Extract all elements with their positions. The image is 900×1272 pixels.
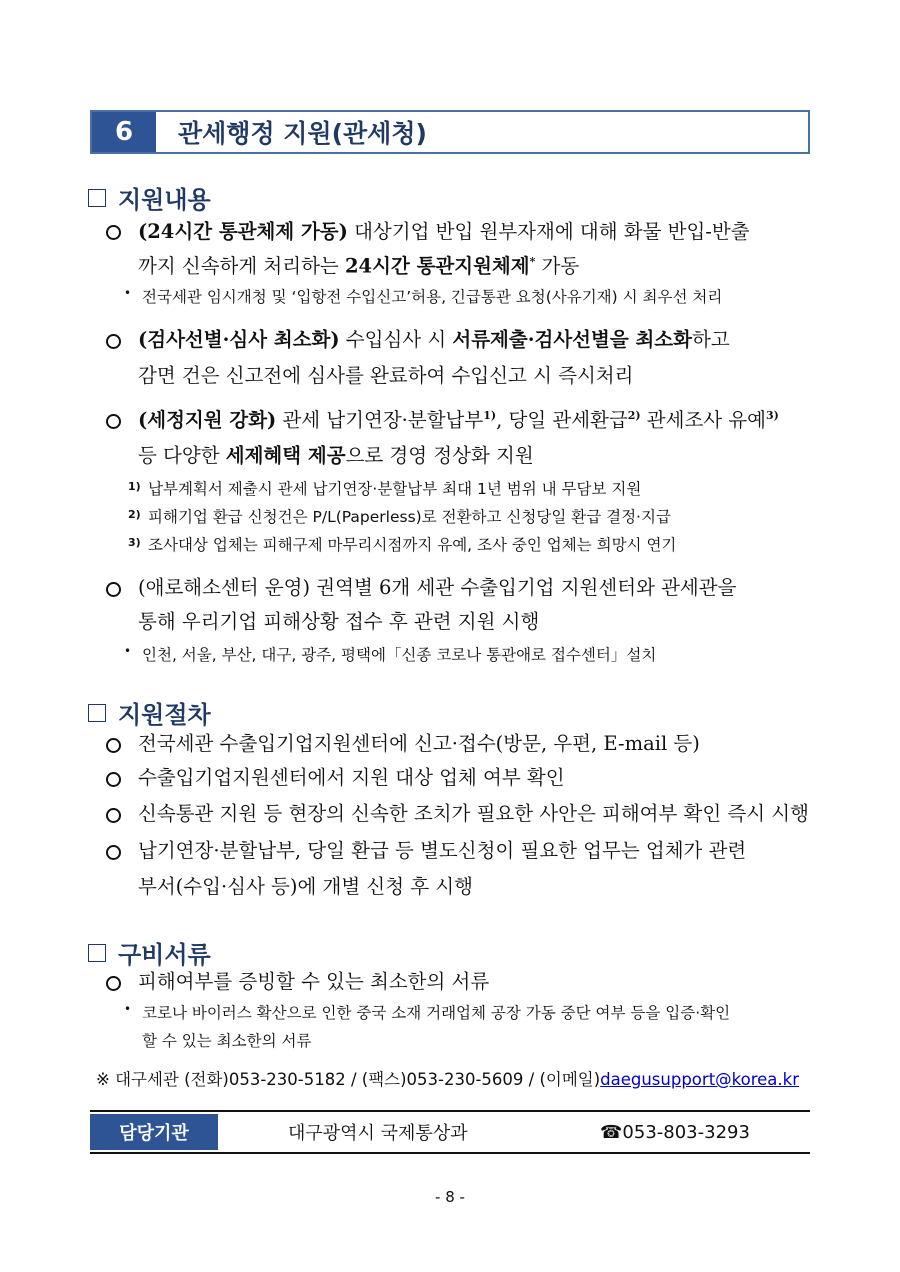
- content-item-2-line1: (검사선별·심사 최소화) 수입심사 시 서류제출·검사선별을 최소화하고: [138, 328, 730, 351]
- heading-required-documents: 구비서류: [88, 935, 211, 970]
- content-item-4-note: 인천, 서울, 부산, 대구, 광주, 평택에「신종 코로나 통관애로 접수센터」설치: [142, 646, 657, 664]
- content-item-1-line2: 까지 신속하게 처리하는 24시간 통관지원체제* 가동: [138, 254, 580, 278]
- contact-phone: ☎053-803-3293: [600, 1121, 750, 1143]
- note-bullet-icon: •: [124, 644, 132, 658]
- content-item-3-line1: (세정지원 강화) 관세 납기연장·분할납부$^{1)}$, 당일 관세환급$^{2)}$ 관세조사 유예$^{3)}$: [138, 408, 779, 432]
- footnote-mark: 3): [128, 536, 141, 549]
- footnote-text: 납부계획서 제출시 관세 납기연장·분할납부 최대 1년 범위 내 무담보 지원: [148, 480, 642, 498]
- content-item-3-line2: 등 다양한 세제혜택 제공으로 경영 정상화 지원: [138, 444, 534, 467]
- contact-organization: 대구광역시 국제통상과: [288, 1123, 468, 1144]
- email-link[interactable]: daegusupport@korea.kr: [600, 1070, 799, 1089]
- content-item-1-line1: (24시간 통관체제 가동) 대상기업 반입 원부자재에 대해 화물 반입-반출: [138, 220, 750, 243]
- procedure-item: 신속통관 지원 등 현장의 신속한 조치가 필요한 사안은 피해여부 확인 즉시 시행: [138, 802, 809, 825]
- procedure-item: 수출입기업지원센터에서 지원 대상 업체 여부 확인: [138, 766, 565, 789]
- footnote-text: 조사대상 업체는 피해구제 마무리시점까지 유예, 조사 중인 업체는 희망시 연기: [148, 536, 677, 554]
- document-item: 피해여부를 증빙할 수 있는 최소한의 서류: [138, 970, 490, 993]
- procedure-item: 전국세관 수출입기업지원센터에 신고·접수(방문, 우편, E-mail 등): [138, 732, 700, 755]
- document-note-line1: 코로나 바이러스 확산으로 인한 중국 소재 거래업체 공장 가동 중단 여부 등을 입증·확인: [142, 1004, 731, 1022]
- circle-bullet-icon: [106, 414, 121, 429]
- heading-support-content: 지원내용: [88, 180, 211, 215]
- section-title: 관세행정 지원(관세청): [178, 119, 427, 148]
- section-title-bar: [90, 110, 810, 154]
- contact-label: 담당기관: [90, 1114, 218, 1150]
- footnote-text: 피해기업 환급 신청건은 P/L(Paperless)로 전환하고 신청당일 환급 결정·지급: [148, 508, 671, 526]
- procedure-item: 납기연장·분할납부, 당일 환급 등 별도신청이 필요한 업무는 업체가 관련: [138, 839, 747, 862]
- checkbox-square-icon: [88, 704, 106, 722]
- circle-bullet-icon: [106, 582, 121, 597]
- content-item-1-note: 전국세관 임시개청 및 ‘입항전 수입신고’허용, 긴급통관 요청(사유기재) 시 최우선 처리: [142, 288, 723, 306]
- content-item-2-line2: 감면 건은 신고전에 심사를 완료하여 수입신고 시 즉시처리: [138, 364, 634, 387]
- content-item-4-line1: (애로해소센터 운영) 권역별 6개 세관 수출입기업 지원센터와 관세관을: [138, 576, 737, 599]
- footnote-mark: 2): [128, 508, 141, 521]
- document-note-line2: 할 수 있는 최소한의 서류: [142, 1032, 312, 1050]
- page-number: - 8 -: [435, 1188, 465, 1206]
- circle-bullet-icon: [106, 845, 121, 860]
- circle-bullet-icon: [106, 808, 121, 823]
- circle-bullet-icon: [106, 738, 121, 753]
- content-item-4-line2: 통해 우리기업 피해상황 접수 후 관련 지원 시행: [138, 610, 540, 633]
- circle-bullet-icon: [106, 976, 121, 991]
- circle-bullet-icon: [106, 334, 121, 349]
- heading-support-procedure: 지원절차: [88, 695, 211, 730]
- note-bullet-icon: •: [124, 286, 132, 300]
- circle-bullet-icon: [106, 225, 121, 240]
- contact-bar: [90, 1110, 810, 1154]
- circle-bullet-icon: [106, 772, 121, 787]
- customs-contact-note: ※ 대구세관 (전화)053-230-5182 / (팩스)053-230-5609 / (이메일)daegusupport@korea.kr: [96, 1070, 799, 1089]
- procedure-item-continued: 부서(수입·심사 등)에 개별 신청 후 시행: [138, 875, 473, 898]
- note-bullet-icon: •: [124, 1002, 132, 1016]
- checkbox-square-icon: [88, 944, 106, 962]
- footnote-mark: 1): [128, 480, 141, 493]
- checkbox-square-icon: [88, 189, 106, 207]
- section-number: 6: [92, 112, 156, 152]
